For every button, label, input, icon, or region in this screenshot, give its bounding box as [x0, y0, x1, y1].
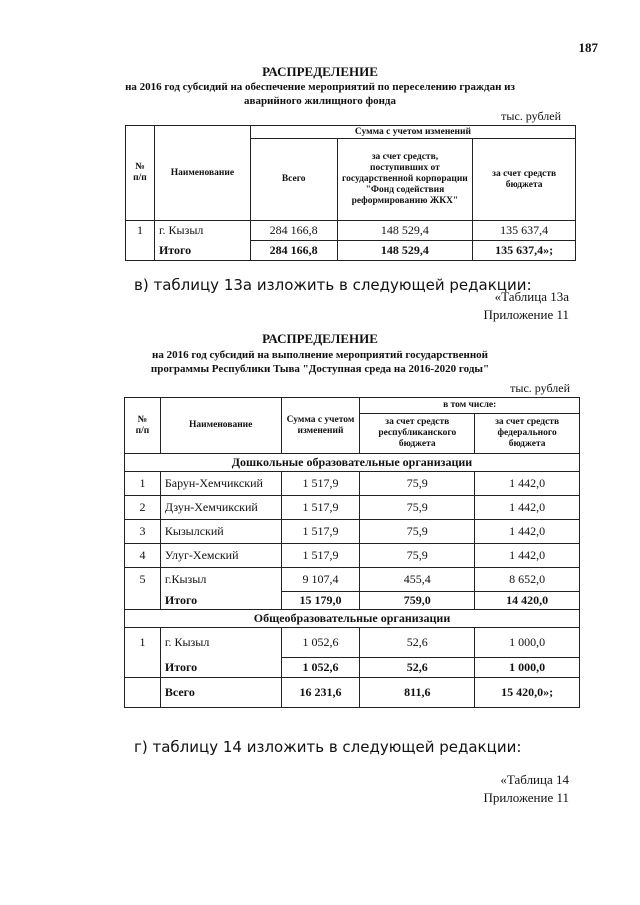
subtotal-row: [125, 592, 580, 610]
header-federal: за счет средств федерального бюджета: [475, 414, 580, 454]
paragraph-v: в) таблицу 13а изложить в следующей редакции:: [134, 276, 532, 294]
grand-total-republic: 811,6: [360, 678, 475, 708]
subtotal-republic: 759,0: [360, 592, 475, 610]
row-sum: 1 517,9: [281, 520, 360, 544]
row-federal: 1 442,0: [475, 496, 580, 520]
table-row: [125, 496, 580, 520]
subtotal-sum: 1 052,6: [281, 658, 360, 678]
total-row: [126, 241, 576, 261]
header-total: Всего: [250, 139, 337, 221]
row-num: 5: [125, 568, 161, 592]
row-republic: 455,4: [360, 568, 475, 592]
row-num: 1: [125, 472, 161, 496]
table-row: [125, 472, 580, 496]
subtotal-republic: 52,6: [360, 658, 475, 678]
row-name: Дзун-Хемчикский: [160, 496, 281, 520]
header-group: Сумма с учетом изменений: [250, 126, 575, 139]
header-name: Наименование: [154, 126, 250, 221]
grand-total-federal: 15 420,0»;: [475, 678, 580, 708]
table-13a-reference: [483, 288, 569, 324]
section2-subtitle-line2: программы Республики Тыва "Доступная среда на 2016-2020 годы": [150, 363, 490, 375]
row-num: 3: [125, 520, 161, 544]
header-group: в том числе:: [360, 398, 580, 414]
row-federal: 1 442,0: [475, 544, 580, 568]
row-sum: 9 107,4: [281, 568, 360, 592]
row-name: Кызылский: [160, 520, 281, 544]
row-sum: 1 517,9: [281, 496, 360, 520]
subsidy-table-13a: [124, 397, 580, 708]
table-row: [126, 221, 576, 241]
group-header-preschool: [125, 454, 580, 472]
row-name: Улуг-Хемский: [160, 544, 281, 568]
row-budget: 135 637,4: [473, 221, 576, 241]
table-row: [125, 520, 580, 544]
row-sum: 1 517,9: [281, 472, 360, 496]
header-sum: Сумма с учетом изменений: [281, 398, 360, 454]
section1-title: РАСПРЕДЕЛЕНИЕ: [262, 64, 378, 79]
subsidy-table-1: [125, 125, 576, 261]
row-total: 284 166,8: [250, 221, 337, 241]
group1-title: Дошкольные образовательные организации: [125, 454, 580, 472]
total-name: Итого: [154, 241, 250, 261]
row-num: 4: [125, 544, 161, 568]
total-total: 284 166,8: [250, 241, 337, 261]
subtotal-sum: 15 179,0: [281, 592, 360, 610]
grand-total-sum: 16 231,6: [281, 678, 360, 708]
total-budget: 135 637,4»;: [473, 241, 576, 261]
section2-subtitle: [0, 348, 640, 376]
header-republic: за счет средств республиканского бюджета: [360, 414, 475, 454]
row-num: 1: [125, 628, 161, 658]
table-row: [125, 544, 580, 568]
row-name: г. Кызыл: [160, 628, 281, 658]
section1-unit: тыс. рублей: [501, 109, 561, 123]
grand-total-row: [125, 678, 580, 708]
row-fund: 148 529,4: [337, 221, 473, 241]
row-name: г.Кызыл: [160, 568, 281, 592]
row-sum: 1 052,6: [281, 628, 360, 658]
subtotal-federal: 14 420,0: [475, 592, 580, 610]
table-row: [125, 568, 580, 592]
row-num: 2: [125, 496, 161, 520]
group-header-general: [125, 610, 580, 628]
total-fund: 148 529,4: [337, 241, 473, 261]
row-republic: 75,9: [360, 520, 475, 544]
row-federal: 1 442,0: [475, 472, 580, 496]
row-federal: 1 000,0: [475, 628, 580, 658]
section2-unit: тыс. рублей: [510, 381, 570, 395]
subtotal-name: Итого: [160, 658, 281, 678]
row-republic: 52,6: [360, 628, 475, 658]
group2-title: Общеобразовательные организации: [125, 610, 580, 628]
ref2-line1: «Таблица 14: [500, 772, 569, 787]
paragraph-g: г) таблицу 14 изложить в следующей редакции:: [134, 738, 522, 756]
grand-total-name: Всего: [160, 678, 281, 708]
row-name: Барун-Хемчикский: [160, 472, 281, 496]
header-num: № п/п: [126, 126, 155, 221]
section1-subtitle: [0, 80, 640, 108]
row-republic: 75,9: [360, 472, 475, 496]
row-republic: 75,9: [360, 544, 475, 568]
subtotal-row: [125, 658, 580, 678]
header-fund: за счет средств, поступивших от государственной корпорации "Фонд содействия реформированию ЖКХ": [337, 139, 473, 221]
ref1-line2: Приложение 11: [483, 307, 569, 322]
page-number: 187: [578, 40, 598, 55]
row-name: г. Кызыл: [154, 221, 250, 241]
table-row: [125, 628, 580, 658]
ref2-line2: Приложение 11: [483, 790, 569, 805]
row-federal: 8 652,0: [475, 568, 580, 592]
section2-title: РАСПРЕДЕЛЕНИЕ: [262, 331, 378, 346]
row-sum: 1 517,9: [281, 544, 360, 568]
header-num: № п/п: [125, 398, 161, 454]
header-budget: за счет средств бюджета: [473, 139, 576, 221]
section1-subtitle-line2: аварийного жилищного фонда: [244, 95, 396, 107]
ref1-line1: «Таблица 13а: [494, 289, 569, 304]
header-name: Наименование: [160, 398, 281, 454]
subtotal-federal: 1 000,0: [475, 658, 580, 678]
section1-subtitle-line1: на 2016 год субсидий на обеспечение мероприятий по переселению граждан из: [125, 81, 515, 93]
subtotal-name: Итого: [160, 592, 281, 610]
row-num: 1: [126, 221, 155, 241]
table-14-reference: [483, 771, 569, 807]
row-federal: 1 442,0: [475, 520, 580, 544]
section2-subtitle-line1: на 2016 год субсидий на выполнение мероприятий государственной: [151, 349, 488, 361]
row-republic: 75,9: [360, 496, 475, 520]
